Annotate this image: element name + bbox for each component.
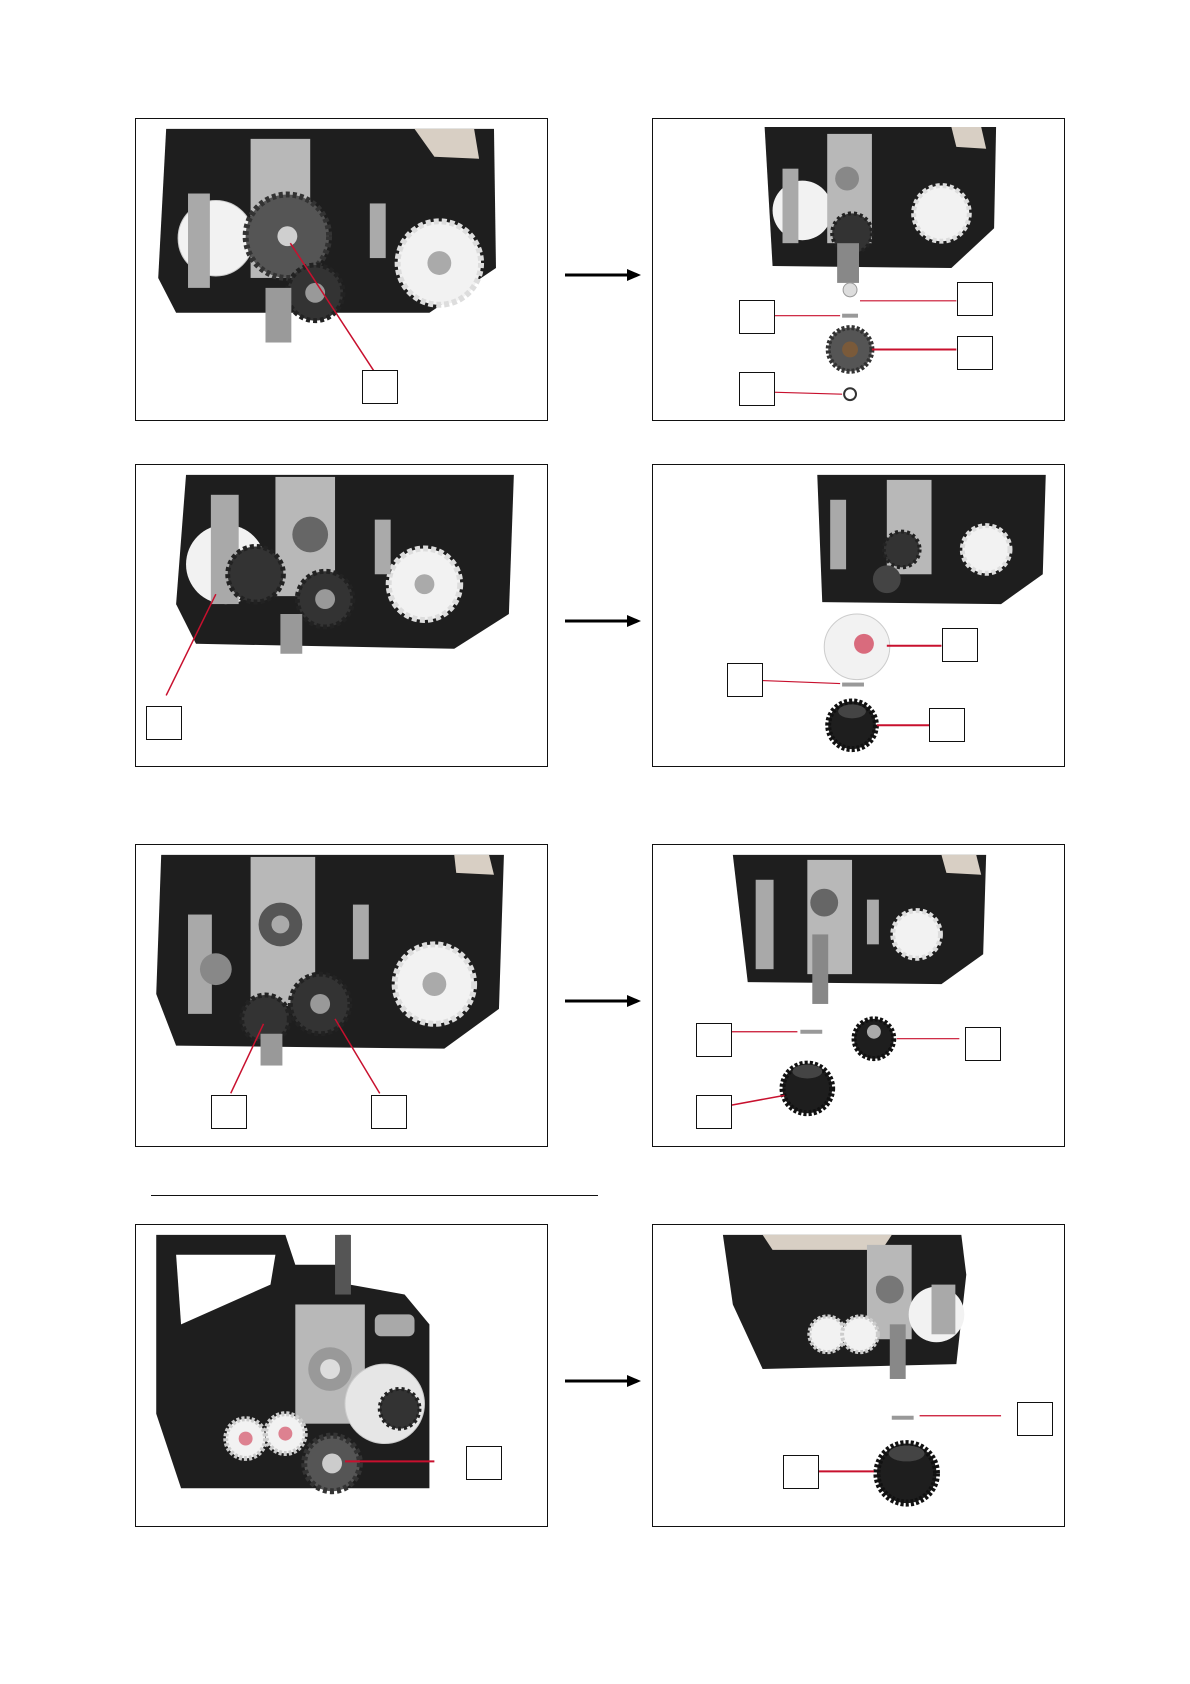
callout-box: [957, 336, 993, 370]
arrow-right-icon: [565, 268, 641, 282]
step-4-before-photo: [135, 1224, 548, 1527]
gearbox-illustration: [136, 845, 547, 1146]
callout-box: [929, 708, 965, 742]
callout-box: [957, 282, 993, 316]
arrow-right-icon: [565, 994, 641, 1008]
callout-box: [696, 1023, 732, 1057]
callout-box: [211, 1095, 247, 1129]
callout-box: [739, 300, 775, 334]
arrow-right-icon: [565, 614, 641, 628]
gearbox-exploded-illustration: [653, 1225, 1064, 1526]
gearbox-illustration: [136, 465, 547, 766]
callout-box: [362, 370, 398, 404]
gearbox-exploded-illustration: [653, 465, 1064, 766]
callout-box: [739, 372, 775, 406]
step-2-after-photo: [652, 464, 1065, 767]
step-1-after-photo: [652, 118, 1065, 421]
arrow-right-icon: [565, 1374, 641, 1388]
gearbox-side-illustration: [136, 1225, 547, 1526]
gearbox-exploded-illustration: [653, 119, 1064, 420]
callout-box: [727, 663, 763, 697]
step-3-before-photo: [135, 844, 548, 1147]
step-2-before-photo: [135, 464, 548, 767]
gearbox-illustration: [136, 119, 547, 420]
callout-box: [146, 706, 182, 740]
callout-box: [466, 1446, 502, 1480]
step-4-after-photo: [652, 1224, 1065, 1527]
section-divider: [151, 1195, 598, 1196]
callout-box: [942, 628, 978, 662]
step-1-before-photo: [135, 118, 548, 421]
callout-box: [371, 1095, 407, 1129]
callout-box: [1017, 1402, 1053, 1436]
callout-box: [783, 1455, 819, 1489]
callout-box: [965, 1027, 1001, 1061]
callout-box: [696, 1095, 732, 1129]
